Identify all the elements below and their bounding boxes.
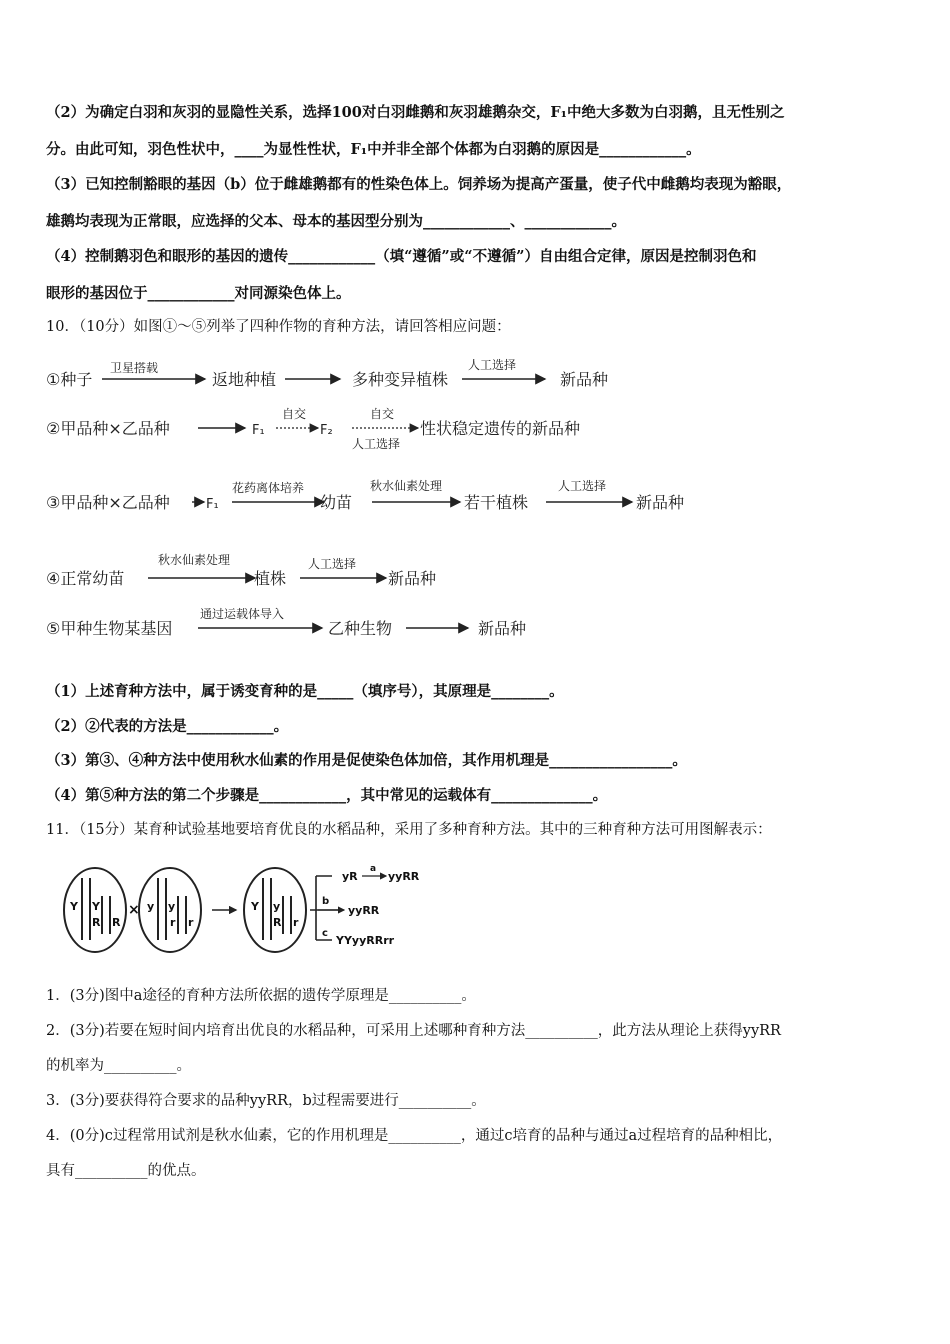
q9-part2-line1: （2）为确定白羽和灰羽的显隐性关系，选择100对白羽雌鹅和灰羽雄鹅杂交，F₁中绝大多数为白羽鹅，且无性别之 (46, 104, 785, 121)
r2-cross: ②甲品种×乙品种 (46, 419, 170, 438)
q9-part4-line1: （4）控制鹅羽色和眼形的基因的遗传____________（填“遵循”或“不遵循”）自由组合定律，原因是控制羽色和 (46, 248, 757, 265)
b-label: b (322, 896, 330, 907)
svg-text:R: R (273, 916, 282, 929)
q10-header: 10．（10分）如图①～⑤列举了四种作物的育种方法，请回答相应问题： (46, 319, 511, 335)
r5-gene: ⑤甲种生物某基因 (46, 619, 173, 638)
r4-arrow2-label: 人工选择 (308, 557, 357, 571)
r1-return-plant: 返地种植 (212, 370, 277, 389)
r5-organism: 乙种生物 (328, 619, 393, 638)
q11-sub2-line1: 2．(3分)若要在短时间内培育出优良的水稻品种，可采用上述哪种育种方法__________，此方法从理论上获得yyRR (46, 1023, 781, 1039)
r1-variant-plants: 多种变异植株 (352, 370, 449, 389)
r1-arrow1-label: 卫星搭载 (110, 361, 159, 375)
svg-text:r: r (170, 916, 176, 929)
svg-text:R: R (112, 916, 121, 929)
r3-f1: F₁ (206, 497, 219, 512)
r2-stable-variety: 性状稳定遗传的新品种 (420, 419, 581, 438)
r5-new-variety: 新品种 (478, 619, 527, 638)
q10-sub2: （2）②代表的方法是____________。 (46, 718, 289, 735)
r3-arrow1-label: 花药离体培养 (232, 481, 305, 495)
r4-seedling: ④正常幼苗 (46, 569, 125, 588)
yyRR-b: yyRR (348, 904, 380, 917)
q10-sub3: （3）第③、④种方法中使用秋水仙素的作用是促使染色体加倍，其作用机理是_________________。 (46, 752, 687, 769)
r1-arrow3-label: 人工选择 (468, 358, 517, 372)
q11-sub3: 3．(3分)要获得符合要求的品种yyRR，b过程需要进行__________。 (46, 1093, 486, 1109)
r4-new-variety: 新品种 (388, 569, 437, 588)
svg-text:r: r (188, 916, 194, 929)
q11-sub1: 1．(3分)图中a途径的育种方法所依据的遗传学原理是__________。 (46, 988, 476, 1004)
q11-sub2-line2: 的机率为__________。 (46, 1058, 191, 1074)
r2-arrow2-bottom: 人工选择 (352, 437, 401, 451)
r3-plants: 若干植株 (464, 493, 529, 512)
q9-part4-line2: 眼形的基因位于____________对同源染色体上。 (46, 285, 351, 302)
q9-part3-line2: 雄鹅均表现为正常眼，应选择的父本、母本的基因型分别为____________、____________。 (46, 213, 626, 230)
svg-text:r: r (293, 916, 299, 929)
q11-sub4-line2: 具有__________的优点。 (46, 1163, 206, 1179)
YYyyRRrr: YYyyRRrr (336, 934, 395, 947)
q9-part2-line2: 分。由此可知，羽色性状中，____为显性性状，F₁中并非全部个体都为白羽鹅的原因是____________。 (46, 141, 701, 158)
svg-text:R: R (92, 916, 101, 929)
c-label: c (322, 928, 328, 939)
q10-sub1: （1）上述育种方法中，属于诱变育种的是_____（填序号），其原理是________。 (46, 683, 564, 700)
q11-header: 11．（15分）某育种试验基地要培育优良的水稻品种，采用了多种育种方法。其中的三种育种方法可用图解表示： (46, 822, 772, 838)
r3-new-variety: 新品种 (636, 493, 685, 512)
r2-f1: F₁ (252, 423, 265, 438)
r1-seed: ①种子 (46, 370, 93, 389)
r3-cross: ③甲品种×乙品种 (46, 493, 170, 512)
rice-breeding-diagram (60, 858, 420, 958)
r1-new-variety: 新品种 (560, 370, 609, 389)
r2-f2: F₂ (320, 423, 333, 438)
q10-sub4: （4）第⑤种方法的第二个步骤是____________，其中常见的运载体有______________。 (46, 787, 608, 804)
svg-text:y: y (147, 900, 155, 913)
r3-seedling: 幼苗 (320, 493, 353, 512)
a-label: a (370, 864, 377, 874)
r3-arrow3-label: 人工选择 (558, 479, 607, 493)
yyRR-a: yyRR (388, 870, 420, 883)
svg-text:y: y (168, 900, 176, 913)
svg-text:y: y (273, 900, 281, 913)
r4-plant: 植株 (254, 569, 287, 588)
r3-arrow2-label: 秋水仙素处理 (370, 479, 443, 493)
q9-part3-line1: （3）已知控制豁眼的基因（b）位于雌雄鹅都有的性染色体上。饲养场为提高产蛋量，使子代中雌鹅均表现为豁眼， (46, 176, 792, 193)
cross-symbol: × (128, 902, 140, 918)
r4-arrow1-label: 秋水仙素处理 (158, 553, 231, 567)
breeding-methods-diagram (40, 352, 720, 652)
r5-arrow1-label: 通过运载体导入 (200, 607, 285, 621)
r2-arrow1-label: 自交 (282, 407, 307, 421)
yR-label: yR (342, 870, 358, 883)
r2-arrow2-top: 自交 (370, 407, 395, 421)
svg-text:Y: Y (251, 900, 259, 913)
q11-sub4-line1: 4．(0分)c过程常用试剂是秋水仙素，它的作用机理是__________，通过c培育的品种与通过a过程培育的品种相比， (46, 1128, 783, 1144)
svg-text:Y: Y (92, 900, 100, 913)
svg-text:Y: Y (70, 900, 78, 913)
